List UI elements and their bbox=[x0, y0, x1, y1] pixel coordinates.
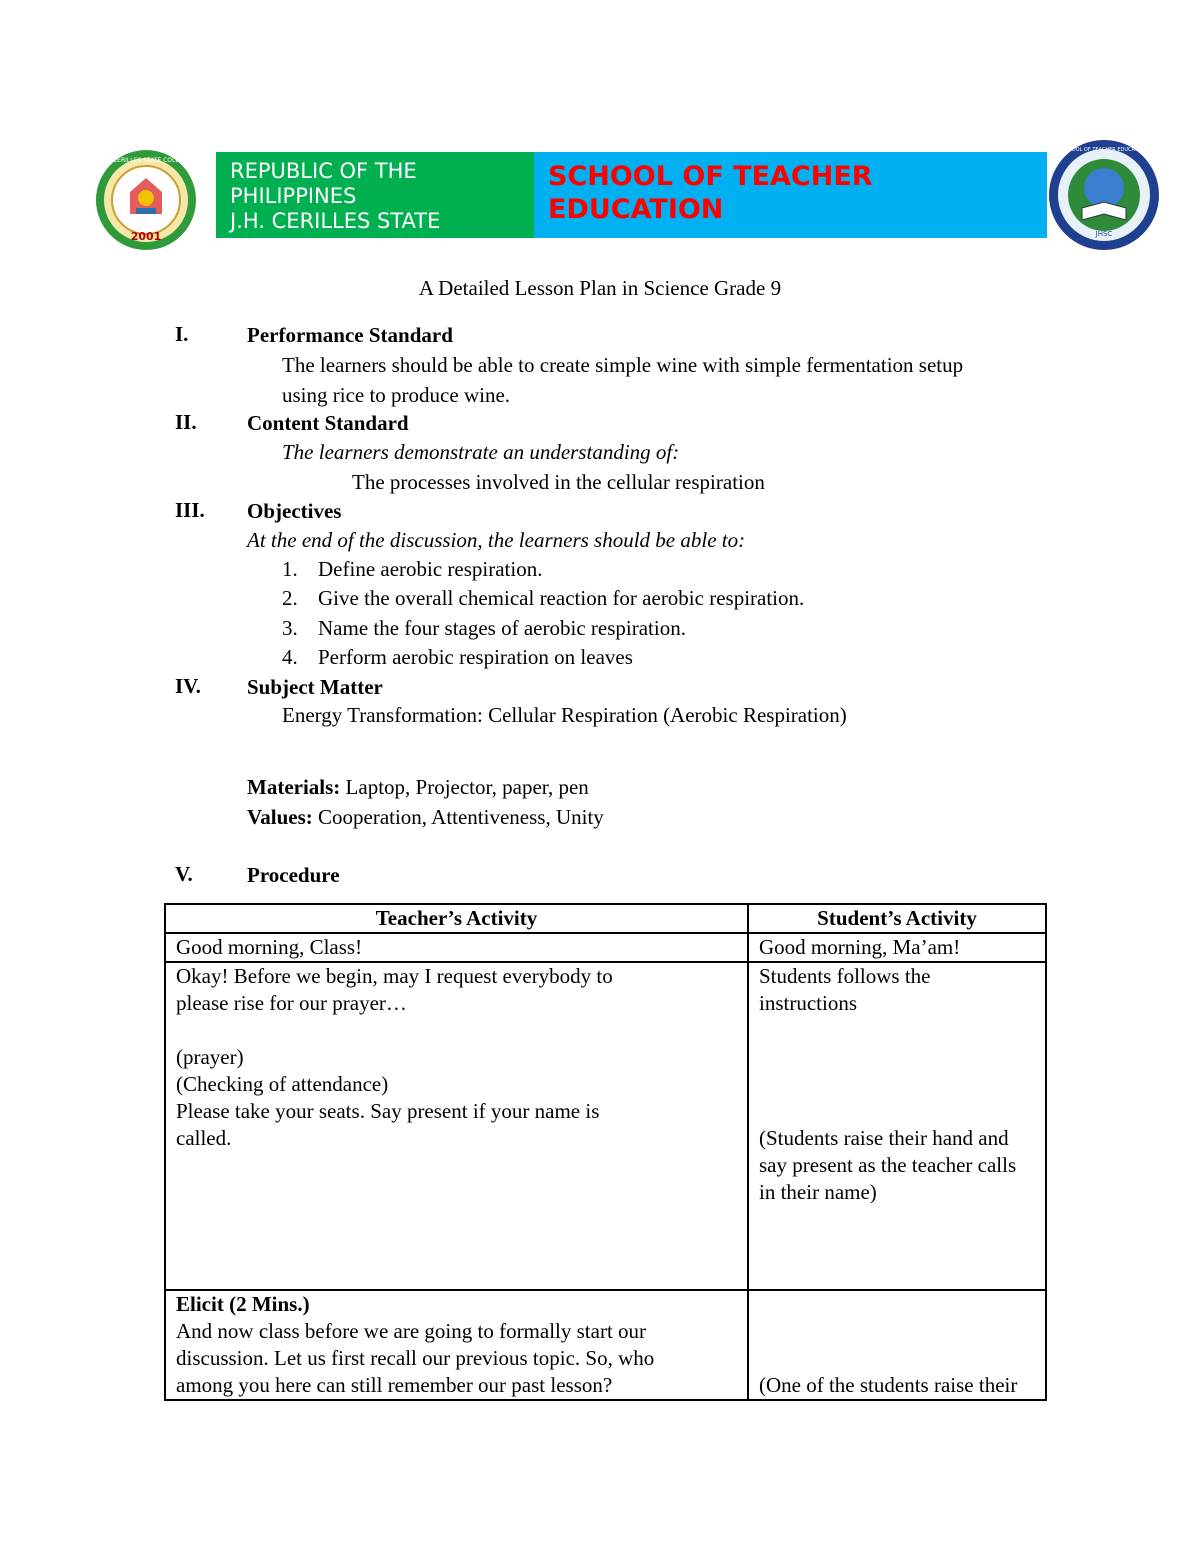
logo-left-text: J.H. CERILLES STATE COLLEGE bbox=[101, 157, 191, 164]
logo-right-text: SCHOOL OF TEACHER EDUCATION bbox=[1061, 147, 1147, 153]
school-line-1: SCHOOL OF TEACHER bbox=[548, 161, 873, 192]
banner-line-1: REPUBLIC OF THE bbox=[230, 159, 417, 183]
teacher-cell bbox=[165, 1290, 748, 1400]
logo-right-abbr: JHSC bbox=[1095, 230, 1113, 238]
section-3-number: III. bbox=[175, 498, 205, 522]
logo-year: 2001 bbox=[130, 230, 162, 243]
student-activity-header: Student’s Activity bbox=[748, 904, 1046, 933]
objective-number: 4. bbox=[282, 645, 298, 669]
section-2-intro: The learners demonstrate an understanding of: bbox=[282, 440, 680, 464]
objective-text: Name the four stages of aerobic respiration. bbox=[318, 616, 686, 640]
elicit-heading: Elicit (2 Mins.) bbox=[176, 1292, 310, 1316]
student-cell: Students follows the instructions (Students raise their hand and say present as the teacher calls in their name) bbox=[748, 962, 1046, 1290]
section-3-heading: Objectives bbox=[247, 499, 342, 523]
table-header-row bbox=[165, 904, 1046, 933]
section-3-intro: At the end of the discussion, the learners should be able to: bbox=[247, 528, 746, 552]
section-2-line: The processes involved in the cellular respiration bbox=[352, 470, 765, 494]
objective-text: Perform aerobic respiration on leaves bbox=[318, 645, 633, 669]
section-1-heading: Performance Standard bbox=[247, 323, 453, 347]
materials-value: Laptop, Projector, paper, pen bbox=[345, 775, 589, 799]
materials-row bbox=[247, 774, 589, 800]
section-4-heading: Subject Matter bbox=[247, 675, 383, 699]
values-value: Cooperation, Attentiveness, Unity bbox=[318, 805, 604, 829]
banner-line-2: PHILIPPINES bbox=[230, 184, 357, 208]
objective-number: 1. bbox=[282, 557, 298, 581]
section-4-line: Energy Transformation: Cellular Respiration (Aerobic Respiration) bbox=[282, 703, 847, 727]
procedure-table bbox=[164, 903, 1047, 1401]
table-row bbox=[165, 962, 1046, 1290]
document-title: A Detailed Lesson Plan in Science Grade 9 bbox=[418, 276, 782, 300]
student-cell: (One of the students raise their bbox=[748, 1290, 1046, 1400]
objective-number: 2. bbox=[282, 586, 298, 610]
table-row bbox=[165, 1290, 1046, 1400]
college-seal-logo bbox=[90, 148, 202, 252]
teacher-activity-header: Teacher’s Activity bbox=[165, 904, 748, 933]
section-2-heading: Content Standard bbox=[247, 411, 409, 435]
section-1-line-1: The learners should be able to create simple wine with simple fermentation setup bbox=[282, 353, 964, 377]
section-1-number: I. bbox=[175, 322, 189, 346]
objective-number: 3. bbox=[282, 616, 298, 640]
teacher-cell: Okay! Before we begin, may I request everybody to please rise for our prayer… (prayer) (Checking of attendance) Please take your seats. Say present if your name is called. bbox=[165, 962, 748, 1290]
section-5-heading: Procedure bbox=[247, 863, 340, 887]
teacher-cell: Good morning, Class! bbox=[165, 933, 748, 962]
section-5-number: V. bbox=[175, 862, 193, 886]
values-label: Values: bbox=[247, 805, 313, 829]
school-line-2: EDUCATION bbox=[548, 194, 724, 225]
student-cell: Good morning, Ma’am! bbox=[748, 933, 1046, 962]
banner-line-3: J.H. CERILLES STATE bbox=[230, 209, 441, 233]
republic-banner bbox=[216, 152, 534, 238]
materials-label: Materials: bbox=[247, 775, 341, 799]
school-banner bbox=[534, 152, 1047, 238]
objective-text: Define aerobic respiration. bbox=[318, 557, 543, 581]
objective-text: Give the overall chemical reaction for aerobic respiration. bbox=[318, 586, 805, 610]
values-row bbox=[247, 804, 604, 830]
table-row bbox=[165, 933, 1046, 962]
section-4-number: IV. bbox=[175, 674, 201, 698]
school-seal-logo bbox=[1047, 138, 1161, 252]
section-2-number: II. bbox=[175, 410, 197, 434]
elicit-text: And now class before we are going to formally start our discussion. Let us first recall our previous topic. So, who among you here can still remember our past lesson? bbox=[176, 1319, 655, 1397]
section-1-line-2: using rice to produce wine. bbox=[282, 383, 511, 407]
